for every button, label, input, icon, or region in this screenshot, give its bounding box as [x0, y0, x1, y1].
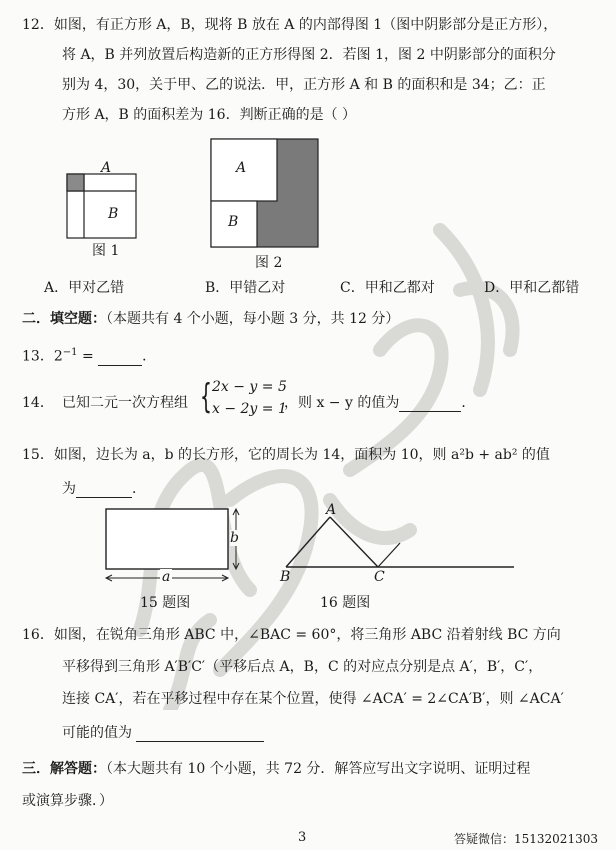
fig2-label-b: B [228, 214, 239, 230]
fig2-label-a: A [236, 160, 247, 176]
fig15-caption: 15 题图 [140, 595, 191, 611]
choice-c: C．甲和乙都对 [340, 280, 435, 296]
fig2-caption: 图 2 [255, 255, 283, 271]
section3-desc: （本大题共有 10 个小题，共 72 分．解答应写出文字说明、证明过程 [106, 761, 531, 777]
q12-line3: 别为 4，30，关于甲、乙的说法．甲，正方形 A 和 B 的面积和是 34；乙：正 [62, 77, 546, 93]
q14-post: ，则 x − y 的值为 ． [284, 395, 476, 411]
q14-pre: 已知二元一次方程组 [62, 395, 188, 411]
choice-b: B．甲错乙对 [205, 280, 286, 296]
q14-brace: { [200, 377, 212, 417]
fig1-label-a: A [101, 160, 112, 176]
choice-d: D．甲和乙都错 [484, 280, 580, 296]
q14-num: 14． [22, 395, 54, 411]
section2-title: 二．填空题： [22, 311, 106, 327]
fig1-label-b: B [108, 206, 119, 222]
figure-16-triangle [280, 505, 520, 577]
q12-line4: 方形 A，B 的面积差为 16．判断正确的是（ ） [62, 107, 357, 123]
q14-eq1: 2x − y = 5 [212, 379, 287, 395]
q13: 13．$2^{-1}$ = ． [22, 347, 157, 365]
fig16-label-c: C [374, 569, 385, 585]
figure-2 [210, 138, 320, 250]
q12-line1: 12．如图，有正方形 A，B，现将 B 放在 A 的内部得图 1（图中阴影部分是正方形）， [22, 17, 558, 33]
fig16-label-b: B [280, 569, 291, 585]
section2-desc: （本题共有 4 个小题，每小题 3 分，共 12 分） [106, 311, 400, 327]
figure-15-rectangle [100, 505, 246, 587]
q14-eq2: x − 2y = 1 [212, 401, 287, 417]
q16-line2: 平移得到三角形 A′B′C′（平移后点 A，B，C 的对应点分别是点 A′，B′，C′， [62, 659, 543, 675]
section3-heading [22, 760, 530, 778]
fig1-caption: 图 1 [92, 243, 120, 259]
q12-line2: 将 A，B 并列放置后构造新的正方形得图 2．若图 1，图 2 中阴影部分的面积分 [62, 47, 556, 63]
q15-answer-blank [76, 481, 132, 498]
q16-line4: 可能的值为 [62, 724, 264, 742]
q13-answer-blank [98, 349, 142, 366]
q16-line3: 连接 CA′，若在平移过程中存在某个位置，使得 ∠ACA′ = 2∠CA′B′，则 ∠ACA′ [62, 691, 564, 707]
fig15-label-b: b [230, 530, 239, 546]
page-number: 3 [298, 830, 307, 845]
section3-title: 三．解答题： [22, 761, 106, 777]
q16-answer-blank [136, 725, 264, 742]
fig15-label-a: a [162, 569, 171, 585]
fig16-label-a: A [326, 502, 337, 518]
section2-heading [22, 310, 399, 328]
q15-line2: 为 ． [62, 481, 146, 497]
choice-a: A．甲对乙错 [44, 280, 125, 296]
q14-answer-blank [399, 395, 461, 412]
section3-desc2: 或演算步骤．） [22, 793, 113, 809]
q15-line1: 15．如图，边长为 a，b 的长方形，它的周长为 14，面积为 10，则 a²b + ab² 的值 [22, 447, 550, 463]
q16-line1: 16．如图，在锐角三角形 ABC 中，∠BAC = 60°，将三角形 ABC 沿着射线 BC 方向 [22, 627, 561, 643]
fig16-caption: 16 题图 [320, 595, 371, 611]
contact-info: 答疑微信：15132021303 [454, 832, 598, 846]
